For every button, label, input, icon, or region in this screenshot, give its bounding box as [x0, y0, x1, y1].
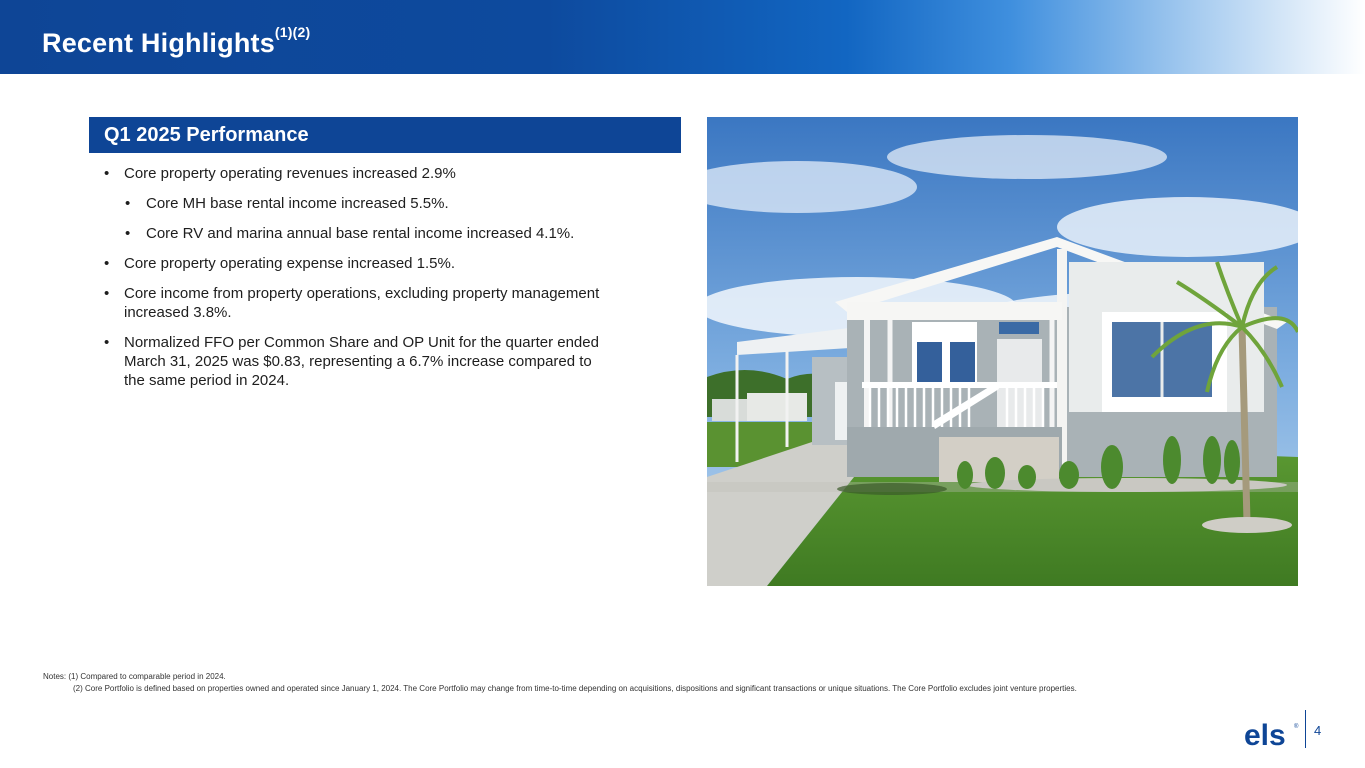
bullet-icon: • [104, 285, 110, 302]
section-header [89, 117, 681, 153]
bullet-icon: • [104, 334, 110, 351]
svg-text:®: ® [1294, 724, 1299, 730]
footer-divider [1305, 710, 1306, 748]
title-footnote-ref: (1)(2) [274, 24, 311, 40]
els-logo [1244, 719, 1300, 754]
bullet-icon: • [104, 255, 110, 272]
section-title: Q1 2025 Performance [104, 124, 309, 146]
footnotes [43, 671, 1077, 695]
header-banner [0, 0, 1365, 74]
bullet-icon: • [125, 195, 131, 212]
page-title: Recent Highlights$^{(1)(2)}$ [42, 24, 311, 58]
footnote-2: (2) Core Portfolio is defined based on properties owned and operated since January 1, 2024. The Core Portfolio may change from time-to-time depending on acquisitions, dispositions and significant transactions or unique situations. The Core Portfolio excludes joint venture properties. [73, 684, 1077, 693]
bullet-icon: • [104, 165, 110, 182]
manufactured-home-photo [707, 117, 1298, 586]
footnote-1: Notes: (1) Compared to comparable period in 2024. [43, 672, 226, 681]
svg-text:els: els [1244, 719, 1286, 749]
bullet-icon: • [125, 225, 131, 242]
page-number: 4 [1314, 723, 1322, 738]
